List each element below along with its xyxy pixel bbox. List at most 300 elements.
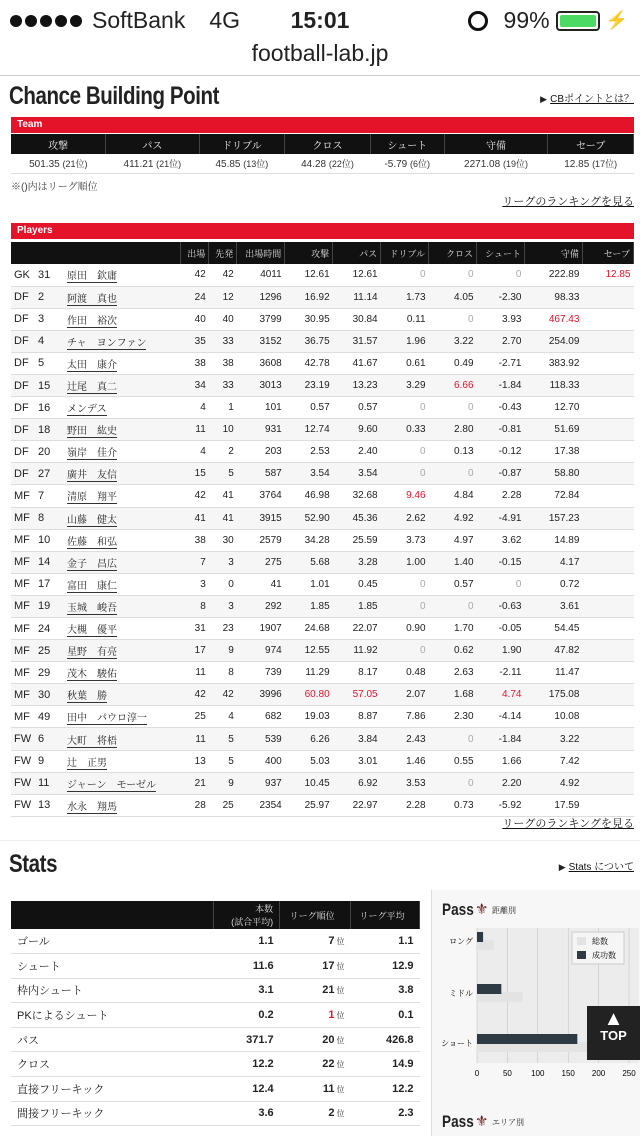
player-cell: 18 bbox=[35, 419, 63, 441]
player-name-cell bbox=[63, 441, 181, 463]
player-cell: 175.08 bbox=[524, 684, 582, 706]
player-cell: 3.84 bbox=[333, 728, 381, 750]
player-cell: 8.17 bbox=[333, 662, 381, 684]
player-cell: 11.47 bbox=[524, 662, 582, 684]
player-name-link[interactable]: 玉城 峻吾 bbox=[66, 602, 117, 614]
team-rank: (21位) bbox=[62, 158, 88, 169]
player-cell: 2.62 bbox=[381, 507, 429, 529]
player-cell: 58.80 bbox=[524, 463, 582, 485]
player-cell: 17.59 bbox=[524, 794, 582, 816]
player-cell: 2.40 bbox=[333, 441, 381, 463]
player-name-link[interactable]: 秋葉 勝 bbox=[66, 691, 107, 703]
player-cell bbox=[582, 374, 633, 396]
clock: 15:01 bbox=[290, 7, 350, 33]
player-cell: -1.84 bbox=[477, 728, 525, 750]
player-cell: 3.54 bbox=[333, 463, 381, 485]
player-cell: 98.33 bbox=[524, 286, 582, 308]
player-cell: 0.55 bbox=[429, 750, 477, 772]
player-cell: 3.01 bbox=[333, 750, 381, 772]
player-cell: 0.45 bbox=[333, 573, 381, 595]
player-row bbox=[11, 728, 634, 750]
player-cell: 11.14 bbox=[333, 286, 381, 308]
player-cell: 20 bbox=[35, 441, 63, 463]
player-cell: 60.80 bbox=[285, 684, 333, 706]
player-name-link[interactable]: 嶺岸 佳介 bbox=[66, 448, 117, 460]
player-cell: 13 bbox=[181, 750, 209, 772]
stats-row bbox=[11, 954, 420, 979]
player-cell: 30 bbox=[35, 684, 63, 706]
player-cell: 2.28 bbox=[477, 485, 525, 507]
team-value: 411.21 bbox=[123, 158, 154, 170]
player-cell: 937 bbox=[237, 772, 285, 794]
player-name-link[interactable]: 佐藤 和弘 bbox=[66, 536, 117, 548]
player-cell: 4.05 bbox=[429, 286, 477, 308]
team-rank: (22位) bbox=[328, 158, 354, 169]
player-name-link[interactable]: 富田 康仁 bbox=[66, 580, 117, 592]
player-cell bbox=[582, 308, 633, 330]
x-tick: 250 bbox=[622, 1069, 636, 1078]
player-cell: 40 bbox=[181, 308, 209, 330]
player-cell: -4.91 bbox=[477, 507, 525, 529]
triangle-icon: ▶ bbox=[558, 862, 566, 872]
player-cell: 3 bbox=[35, 308, 63, 330]
player-header: ドリブル bbox=[381, 242, 429, 264]
stats-rank-unit: 位 bbox=[336, 1109, 345, 1119]
player-cell: 2.30 bbox=[429, 706, 477, 728]
stats-avg: 426.8 bbox=[351, 1027, 420, 1052]
player-cell: 24 bbox=[181, 286, 209, 308]
player-name-cell bbox=[63, 419, 181, 441]
player-cell: MF bbox=[11, 684, 35, 706]
player-cell: 25 bbox=[181, 706, 209, 728]
player-cell: -4.14 bbox=[477, 706, 525, 728]
player-name-cell bbox=[63, 640, 181, 662]
pass-subtitle: 距離別 bbox=[492, 906, 516, 915]
player-cell: 13 bbox=[35, 794, 63, 816]
player-row bbox=[11, 684, 634, 706]
stats-value: 12.2 bbox=[214, 1052, 280, 1077]
stats-row bbox=[11, 929, 420, 954]
player-row bbox=[11, 618, 634, 640]
player-cell: -2.71 bbox=[477, 352, 525, 374]
y-label: ロング bbox=[449, 937, 473, 946]
player-row bbox=[11, 507, 634, 529]
player-header: クロス bbox=[429, 242, 477, 264]
player-cell bbox=[582, 529, 633, 551]
player-cell: 1907 bbox=[237, 618, 285, 640]
stats-header: リーグ順位 bbox=[280, 901, 351, 929]
player-name-link[interactable]: ジャーン モーゼル bbox=[66, 779, 156, 791]
player-cell: 383.92 bbox=[524, 352, 582, 374]
player-cell: 17 bbox=[35, 573, 63, 595]
player-cell: 0 bbox=[429, 397, 477, 419]
stats-avg: 1.1 bbox=[351, 929, 420, 954]
player-row bbox=[11, 485, 634, 507]
stats-rank-unit: 位 bbox=[336, 1084, 345, 1094]
player-cell: 1 bbox=[209, 397, 237, 419]
player-cell: 12.70 bbox=[524, 397, 582, 419]
stats-help-link[interactable] bbox=[559, 857, 634, 875]
player-cell: 34 bbox=[181, 374, 209, 396]
x-tick: 50 bbox=[502, 1069, 512, 1078]
legend-swatch-success bbox=[577, 951, 586, 959]
stats-label: 直接フリーキック bbox=[11, 1077, 214, 1102]
player-name-link[interactable]: 辻 正男 bbox=[66, 757, 107, 769]
player-cell: 5 bbox=[209, 728, 237, 750]
player-cell: DF bbox=[11, 286, 35, 308]
player-cell: 49 bbox=[35, 706, 63, 728]
player-cell bbox=[582, 330, 633, 352]
player-cell: 0 bbox=[381, 463, 429, 485]
player-row bbox=[11, 397, 634, 419]
player-name-link[interactable]: 大町 将梧 bbox=[66, 735, 117, 747]
player-cell: 42 bbox=[181, 485, 209, 507]
player-cell: 16.92 bbox=[285, 286, 333, 308]
player-cell: 42 bbox=[209, 264, 237, 286]
player-cell: 33 bbox=[209, 374, 237, 396]
player-cell: -0.87 bbox=[477, 463, 525, 485]
player-cell: 1.73 bbox=[381, 286, 429, 308]
player-cell bbox=[582, 684, 633, 706]
stats-rank: 22 bbox=[322, 1058, 335, 1071]
team-header: パス bbox=[106, 134, 199, 154]
player-cell: 2.28 bbox=[381, 794, 429, 816]
player-cell: 1.66 bbox=[477, 750, 525, 772]
stats-value: 11.6 bbox=[214, 954, 280, 979]
player-cell: 17.38 bbox=[524, 441, 582, 463]
player-cell: 42 bbox=[181, 684, 209, 706]
stats-rank-unit: 位 bbox=[336, 986, 345, 996]
cbp-help-link[interactable] bbox=[540, 89, 634, 107]
player-cell: 539 bbox=[237, 728, 285, 750]
player-cell: 4 bbox=[209, 706, 237, 728]
player-row bbox=[11, 573, 634, 595]
player-name-link[interactable]: 清原 翔平 bbox=[66, 492, 117, 504]
stats-rank: 1 bbox=[328, 1009, 335, 1022]
player-cell: 1.96 bbox=[381, 330, 429, 352]
player-cell bbox=[582, 551, 633, 573]
player-cell: 2354 bbox=[237, 794, 285, 816]
player-cell: 24.68 bbox=[285, 618, 333, 640]
stats-label: ゴール bbox=[11, 929, 214, 954]
player-cell: 45.36 bbox=[333, 507, 381, 529]
player-cell: 42 bbox=[181, 264, 209, 286]
player-row bbox=[11, 352, 634, 374]
team-value-cell bbox=[444, 154, 548, 173]
player-name-link[interactable]: 辻尾 真二 bbox=[66, 382, 117, 394]
player-row bbox=[11, 463, 634, 485]
player-name-link[interactable]: 山藤 健太 bbox=[66, 514, 117, 526]
player-cell: 13.23 bbox=[333, 374, 381, 396]
player-cell: 35 bbox=[181, 330, 209, 352]
stats-rank-cell bbox=[280, 929, 351, 954]
team-header: クロス bbox=[285, 134, 371, 154]
player-cell: 10.45 bbox=[285, 772, 333, 794]
player-row bbox=[11, 286, 634, 308]
stats-rank: 2 bbox=[328, 1107, 335, 1120]
stats-rank-unit: 位 bbox=[336, 1035, 345, 1045]
player-cell: 57.05 bbox=[333, 684, 381, 706]
player-cell: 22.07 bbox=[333, 618, 381, 640]
stats-rank-cell bbox=[280, 978, 351, 1003]
player-cell: 14.89 bbox=[524, 529, 582, 551]
player-cell: 6.66 bbox=[429, 374, 477, 396]
team-value: 12.85 bbox=[564, 158, 590, 170]
team-value-cell bbox=[106, 154, 199, 173]
player-cell: 32.68 bbox=[333, 485, 381, 507]
player-cell: 41 bbox=[209, 507, 237, 529]
player-cell: 0 bbox=[477, 264, 525, 286]
team-value-cell bbox=[370, 154, 444, 173]
player-cell: 42.78 bbox=[285, 352, 333, 374]
players-bar: Players bbox=[11, 223, 634, 239]
player-name-link[interactable]: 廣井 友信 bbox=[66, 470, 117, 482]
player-cell: 25 bbox=[209, 794, 237, 816]
player-cell: 3152 bbox=[237, 330, 285, 352]
player-cell: 0.49 bbox=[429, 352, 477, 374]
player-cell: 38 bbox=[209, 352, 237, 374]
stats-label: PKによるシュート bbox=[11, 1003, 214, 1028]
player-cell: 72.84 bbox=[524, 485, 582, 507]
player-cell: 30.84 bbox=[333, 308, 381, 330]
stats-rank-unit: 位 bbox=[336, 1060, 345, 1070]
player-cell: 2.20 bbox=[477, 772, 525, 794]
player-cell: DF bbox=[11, 463, 35, 485]
player-cell: 11 bbox=[181, 662, 209, 684]
player-name-link[interactable]: 田中 パウロ淳一 bbox=[66, 713, 147, 725]
player-cell: 0.13 bbox=[429, 441, 477, 463]
stats-row bbox=[11, 1027, 420, 1052]
player-cell: 21 bbox=[181, 772, 209, 794]
player-cell bbox=[582, 640, 633, 662]
player-cell: 3 bbox=[209, 551, 237, 573]
player-name-link[interactable]: 原田 欽庸 bbox=[66, 271, 117, 283]
carrier: SoftBank bbox=[92, 7, 186, 33]
player-cell: DF bbox=[11, 419, 35, 441]
player-cell: 10 bbox=[35, 529, 63, 551]
battery-icon bbox=[556, 11, 600, 31]
player-cell: 34.28 bbox=[285, 529, 333, 551]
player-name-cell bbox=[63, 397, 181, 419]
player-name-link[interactable]: 野田 紘史 bbox=[66, 426, 117, 438]
player-cell: 974 bbox=[237, 640, 285, 662]
player-cell: 28 bbox=[181, 794, 209, 816]
player-name-cell bbox=[63, 264, 181, 286]
team-value: 44.28 bbox=[301, 158, 327, 170]
team-header: 守備 bbox=[444, 134, 548, 154]
team-value: 45.85 bbox=[215, 158, 241, 170]
stats-rank: 20 bbox=[322, 1033, 335, 1046]
player-cell: 157.23 bbox=[524, 507, 582, 529]
player-cell: 1.90 bbox=[477, 640, 525, 662]
stats-rank-cell bbox=[280, 954, 351, 979]
stats-rank-cell bbox=[280, 1077, 351, 1102]
player-cell: 46.98 bbox=[285, 485, 333, 507]
player-cell: 12.61 bbox=[333, 264, 381, 286]
player-cell: 5.68 bbox=[285, 551, 333, 573]
player-cell: 6.92 bbox=[333, 772, 381, 794]
player-name-link[interactable]: 茂木 駿佑 bbox=[66, 669, 117, 681]
player-cell: FW bbox=[11, 772, 35, 794]
player-cell: 2.80 bbox=[429, 419, 477, 441]
player-name-link[interactable]: 太田 康介 bbox=[66, 359, 117, 371]
player-cell: 25.97 bbox=[285, 794, 333, 816]
player-cell: 17 bbox=[181, 640, 209, 662]
player-cell: 9 bbox=[35, 750, 63, 772]
stats-label: シュート bbox=[11, 954, 214, 979]
player-name-cell bbox=[63, 772, 181, 794]
player-cell bbox=[582, 618, 633, 640]
player-name-cell bbox=[63, 485, 181, 507]
player-name-cell bbox=[63, 573, 181, 595]
player-name-link[interactable]: メンデス bbox=[66, 404, 107, 416]
team-value-cell bbox=[285, 154, 371, 173]
cbp-help-label: CBポイントとは？ bbox=[550, 94, 634, 105]
player-cell: 1.40 bbox=[429, 551, 477, 573]
stats-help-label: Stats について bbox=[568, 862, 634, 873]
stats-label: クロス bbox=[11, 1052, 214, 1077]
player-cell: 11 bbox=[35, 772, 63, 794]
stats-rank: 17 bbox=[322, 959, 335, 972]
player-cell: 54.45 bbox=[524, 618, 582, 640]
stats-rank: 21 bbox=[322, 984, 335, 997]
player-name-cell bbox=[63, 794, 181, 816]
back-to-top-label: TOP bbox=[600, 1028, 627, 1043]
x-tick: 150 bbox=[561, 1069, 575, 1078]
player-cell: 2.63 bbox=[429, 662, 477, 684]
player-name-link[interactable]: 金子 昌広 bbox=[66, 558, 117, 570]
player-cell: 1.01 bbox=[285, 573, 333, 595]
player-cell: 0.62 bbox=[429, 640, 477, 662]
player-cell bbox=[582, 507, 633, 529]
player-header-blank bbox=[11, 242, 181, 264]
player-cell: 101 bbox=[237, 397, 285, 419]
player-cell: MF bbox=[11, 595, 35, 617]
player-row bbox=[11, 551, 634, 573]
player-cell: 40 bbox=[209, 308, 237, 330]
player-cell: 222.89 bbox=[524, 264, 582, 286]
status-bar bbox=[0, 0, 640, 40]
back-to-top-button[interactable] bbox=[587, 1006, 640, 1060]
player-cell: 8.87 bbox=[333, 706, 381, 728]
player-cell: 9.60 bbox=[333, 419, 381, 441]
player-cell: 19.03 bbox=[285, 706, 333, 728]
player-cell: 22.97 bbox=[333, 794, 381, 816]
player-cell: 9.46 bbox=[381, 485, 429, 507]
player-cell: 2579 bbox=[237, 529, 285, 551]
stats-row bbox=[11, 1101, 420, 1126]
player-header: 出場時間 bbox=[237, 242, 285, 264]
stats-avg: 0.1 bbox=[351, 1003, 420, 1028]
stats-row bbox=[11, 1003, 420, 1028]
player-name-link[interactable]: 大槻 優平 bbox=[66, 625, 117, 637]
player-cell: 0 bbox=[429, 772, 477, 794]
url-bar[interactable]: football-lab.jp bbox=[0, 40, 640, 76]
player-cell: MF bbox=[11, 618, 35, 640]
player-name-link[interactable]: 阿渡 真也 bbox=[66, 293, 117, 305]
player-row bbox=[11, 595, 634, 617]
player-cell: 1296 bbox=[237, 286, 285, 308]
stats-rank-cell bbox=[280, 1003, 351, 1028]
stats-rank-unit: 位 bbox=[336, 937, 345, 947]
player-cell: 587 bbox=[237, 463, 285, 485]
player-cell: 11.29 bbox=[285, 662, 333, 684]
player-cell: 3.61 bbox=[524, 595, 582, 617]
player-cell: 3799 bbox=[237, 308, 285, 330]
player-cell: 0.73 bbox=[429, 794, 477, 816]
player-cell: 0 bbox=[429, 463, 477, 485]
player-cell: 0 bbox=[381, 441, 429, 463]
players-ranking-link[interactable]: リーグのランキングを見る bbox=[502, 818, 634, 830]
stats-label: 間接フリーキック bbox=[11, 1101, 214, 1126]
stats-label: 枠内シュート bbox=[11, 978, 214, 1003]
player-cell: 3.22 bbox=[429, 330, 477, 352]
stats-avg: 12.2 bbox=[351, 1077, 420, 1102]
player-cell: 118.33 bbox=[524, 374, 582, 396]
x-tick: 0 bbox=[474, 1069, 480, 1078]
player-cell: 4 bbox=[181, 441, 209, 463]
player-cell: 11.92 bbox=[333, 640, 381, 662]
team-ranking-link[interactable]: リーグのランキングを見る bbox=[502, 196, 634, 208]
stats-avg: 12.9 bbox=[351, 954, 420, 979]
player-cell: -0.81 bbox=[477, 419, 525, 441]
stats-row bbox=[11, 1077, 420, 1102]
player-name-link[interactable]: 作田 裕次 bbox=[66, 315, 117, 327]
player-name-link[interactable]: 水永 翔馬 bbox=[66, 801, 117, 813]
player-cell: 5 bbox=[35, 352, 63, 374]
player-cell: 14 bbox=[35, 551, 63, 573]
player-cell: 2.53 bbox=[285, 441, 333, 463]
player-cell: 2 bbox=[35, 286, 63, 308]
player-cell bbox=[582, 286, 633, 308]
player-cell: 0 bbox=[429, 308, 477, 330]
player-cell: 0 bbox=[381, 573, 429, 595]
player-name-cell bbox=[63, 330, 181, 352]
stats-rank: 7 bbox=[328, 935, 335, 948]
player-cell: 15 bbox=[181, 463, 209, 485]
player-cell: 12.74 bbox=[285, 419, 333, 441]
player-cell: -0.12 bbox=[477, 441, 525, 463]
player-cell: 38 bbox=[181, 529, 209, 551]
player-name-cell bbox=[63, 750, 181, 772]
player-cell bbox=[582, 772, 633, 794]
player-cell: 47.82 bbox=[524, 640, 582, 662]
player-cell: 12.61 bbox=[285, 264, 333, 286]
stats-header: リーグ平均 bbox=[351, 901, 420, 929]
player-name-cell bbox=[63, 684, 181, 706]
player-cell: 2 bbox=[209, 441, 237, 463]
player-name-link[interactable]: チャ ヨンファン bbox=[66, 337, 147, 349]
y-label: ショート bbox=[441, 1039, 473, 1048]
player-cell: 3 bbox=[181, 573, 209, 595]
legend-success: 成功数 bbox=[592, 951, 616, 960]
team-rank: (6位) bbox=[410, 158, 431, 169]
player-cell: 5.03 bbox=[285, 750, 333, 772]
player-name-link[interactable]: 星野 有亮 bbox=[66, 647, 117, 659]
charging-icon: ⚡ bbox=[605, 10, 628, 30]
team-rank: (13位) bbox=[243, 158, 269, 169]
player-cell: 7.86 bbox=[381, 706, 429, 728]
player-cell: 12 bbox=[209, 286, 237, 308]
player-row bbox=[11, 264, 634, 286]
player-cell: 3.73 bbox=[381, 529, 429, 551]
player-cell: -2.30 bbox=[477, 286, 525, 308]
fleur-icon: ⚜ bbox=[475, 901, 489, 918]
player-cell: 1.68 bbox=[429, 684, 477, 706]
player-cell: 11 bbox=[181, 419, 209, 441]
player-cell: 4.97 bbox=[429, 529, 477, 551]
player-cell: 23.19 bbox=[285, 374, 333, 396]
